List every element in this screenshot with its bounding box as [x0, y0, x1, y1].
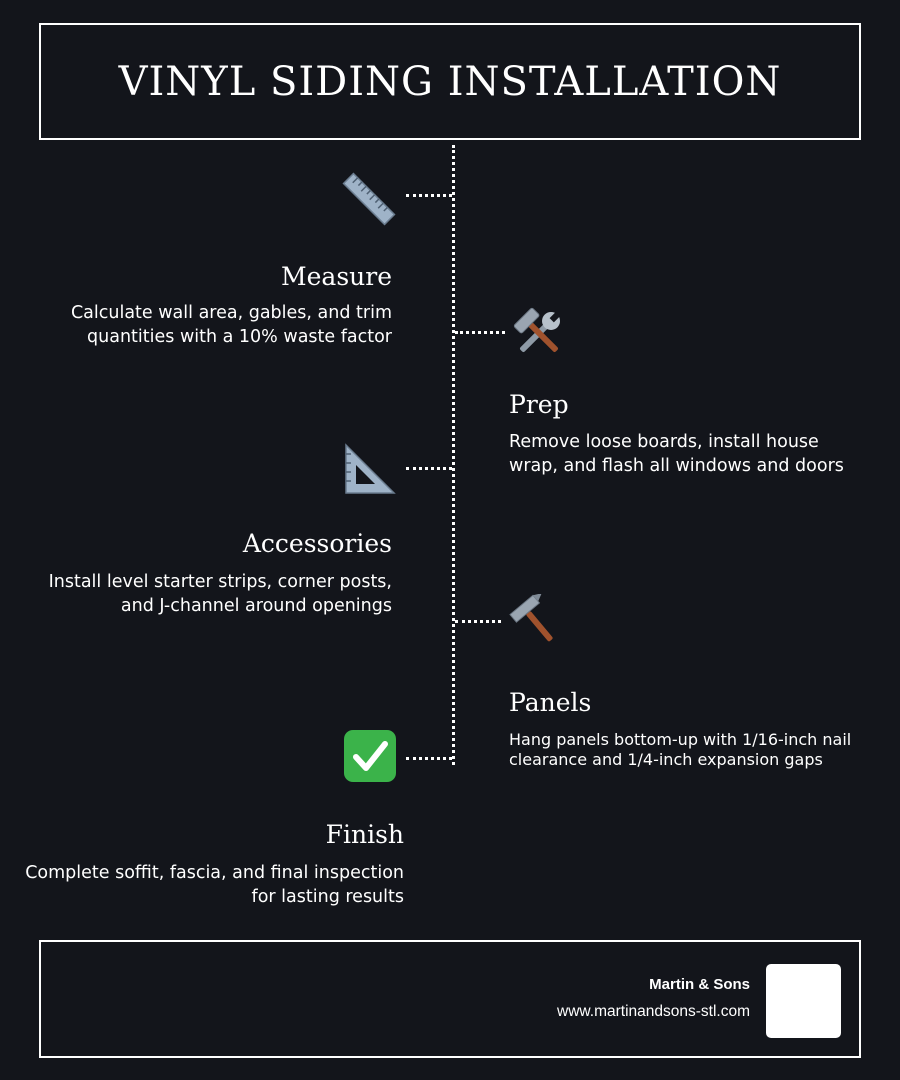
footer-box	[39, 940, 861, 1058]
title-box	[39, 23, 861, 140]
step-description: Remove loose boards, install house wrap, and flash all windows and doors	[509, 432, 844, 476]
step-title: Prep	[509, 390, 569, 419]
hammer-and-wrench-icon	[512, 306, 566, 360]
company-logo	[766, 964, 841, 1038]
connector-panels	[455, 620, 501, 623]
step-description: Hang panels bottom-up with 1/16-inch nail clearance and 1/4-inch expansion gaps	[509, 730, 852, 769]
check-mark-icon	[343, 729, 397, 783]
connector-prep	[455, 331, 505, 334]
company-name: Martin & Sons	[649, 976, 750, 993]
timeline-spine	[452, 145, 455, 765]
step-title: Finish	[325, 820, 404, 849]
connector-finish	[406, 757, 452, 760]
step-description: Complete soffit, fascia, and final inspection for lasting results	[25, 863, 404, 907]
connector-measure	[406, 194, 452, 197]
ruler-icon	[342, 172, 396, 226]
hammer-icon	[508, 594, 562, 648]
connector-accessories	[406, 467, 452, 470]
step-description: Install level starter strips, corner posts, and J-channel around openings	[48, 572, 392, 616]
step-title: Panels	[509, 688, 592, 717]
step-title: Measure	[281, 262, 392, 291]
step-description: Calculate wall area, gables, and trim quantities with a 10% waste factor	[70, 303, 392, 347]
triangular-ruler-icon	[343, 442, 397, 496]
company-website[interactable]: www.martinandsons-stl.com	[557, 1003, 750, 1020]
page-title: VINYL SIDING INSTALLATION	[118, 58, 782, 105]
step-title: Accessories	[242, 529, 392, 558]
